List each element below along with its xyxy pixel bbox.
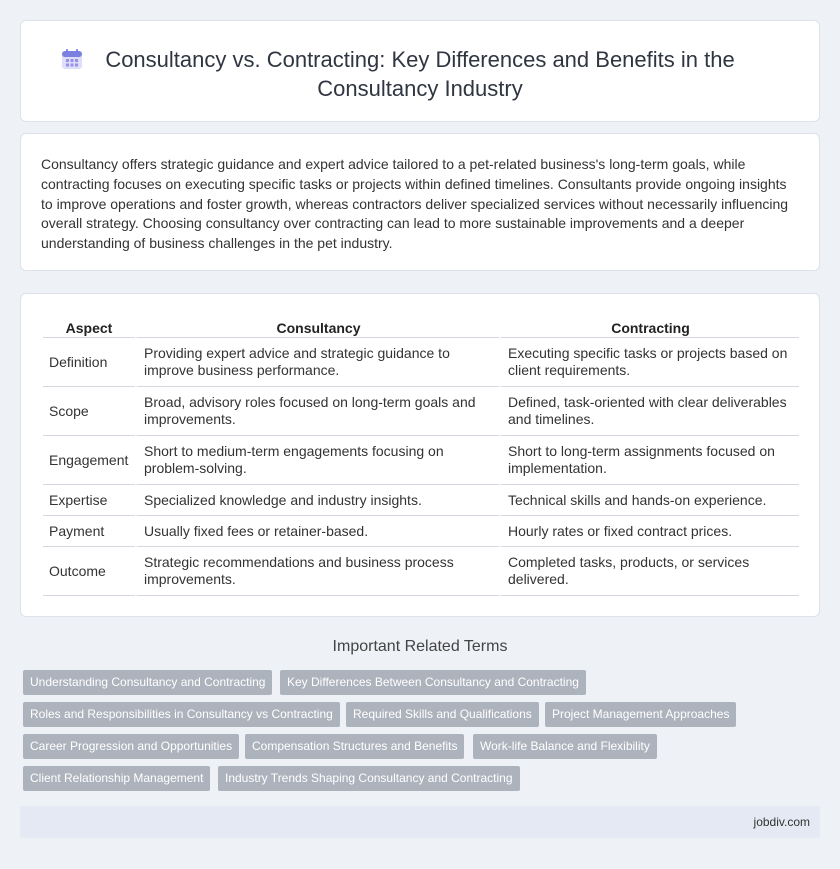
footer-site-link[interactable]: jobdiv.com [753,815,810,829]
row-consultancy: Short to medium-term engagements focusing on problem-solving. [135,436,499,485]
row-consultancy: Strategic recommendations and business process improvements. [135,547,499,596]
row-consultancy: Specialized knowledge and industry insights. [135,485,499,516]
row-contracting: Executing specific tasks or projects based on client requirements. [499,338,799,387]
header-card [20,20,820,122]
related-term-tag[interactable]: Roles and Responsibilities in Consultancy vs Contracting [23,702,340,727]
row-consultancy: Providing expert advice and strategic guidance to improve business performance. [135,338,499,387]
row-contracting: Hourly rates or fixed contract prices. [499,516,799,547]
table-row [43,547,799,596]
related-term-tag[interactable]: Understanding Consultancy and Contracting [23,670,272,695]
intro-card [20,133,820,271]
comparison-table [43,316,799,596]
row-contracting: Defined, task-oriented with clear deliverables and timelines. [499,387,799,436]
page-title: Consultancy vs. Contracting: Key Differences and Benefits in the Consultancy Industry [105,47,735,101]
header-aspect: Aspect [43,316,135,338]
row-aspect: Expertise [43,485,135,516]
table-row [43,387,799,436]
related-term-tag[interactable]: Work-life Balance and Flexibility [473,734,657,759]
row-aspect: Outcome [43,547,135,596]
related-term-tag[interactable]: Required Skills and Qualifications [346,702,539,727]
related-term-tag[interactable]: Client Relationship Management [23,766,210,791]
row-consultancy: Broad, advisory roles focused on long-term goals and improvements. [135,387,499,436]
related-term-tag[interactable]: Project Management Approaches [545,702,736,727]
header-consultancy: Consultancy [135,316,499,338]
table-row [43,485,799,516]
row-aspect: Engagement [43,436,135,485]
row-aspect: Scope [43,387,135,436]
table-row [43,436,799,485]
row-consultancy: Usually fixed fees or retainer-based. [135,516,499,547]
row-contracting: Short to long-term assignments focused on implementation. [499,436,799,485]
table-header-row [43,316,799,338]
related-term-tag[interactable]: Career Progression and Opportunities [23,734,239,759]
related-term-tag[interactable]: Compensation Structures and Benefits [245,734,464,759]
row-aspect: Definition [43,338,135,387]
header-contracting: Contracting [499,316,799,338]
related-terms-title: Important Related Terms [332,638,508,655]
row-contracting: Completed tasks, products, or services delivered. [499,547,799,596]
comparison-card [20,293,820,617]
table-row [43,516,799,547]
row-aspect: Payment [43,516,135,547]
table-row [43,338,799,387]
intro-paragraph: Consultancy offers strategic guidance and expert advice tailored to a pet-related business's long-term goals, while contracting focuses on executing specific tasks or projects within defined timelines. Consultants provide ongoing insights to improve operations and foster growth, whereas contractors deliver specialized services without necessarily influencing overall strategy. Choosing consultancy over contracting can lead to more sustainable improvements and a deeper understanding of business challenges in the pet industry. [41,156,789,252]
row-contracting: Technical skills and hands-on experience. [499,485,799,516]
related-term-tag[interactable]: Industry Trends Shaping Consultancy and Contracting [218,766,520,791]
footer-bar [20,806,820,838]
related-term-tag[interactable]: Key Differences Between Consultancy and Contracting [280,670,586,695]
